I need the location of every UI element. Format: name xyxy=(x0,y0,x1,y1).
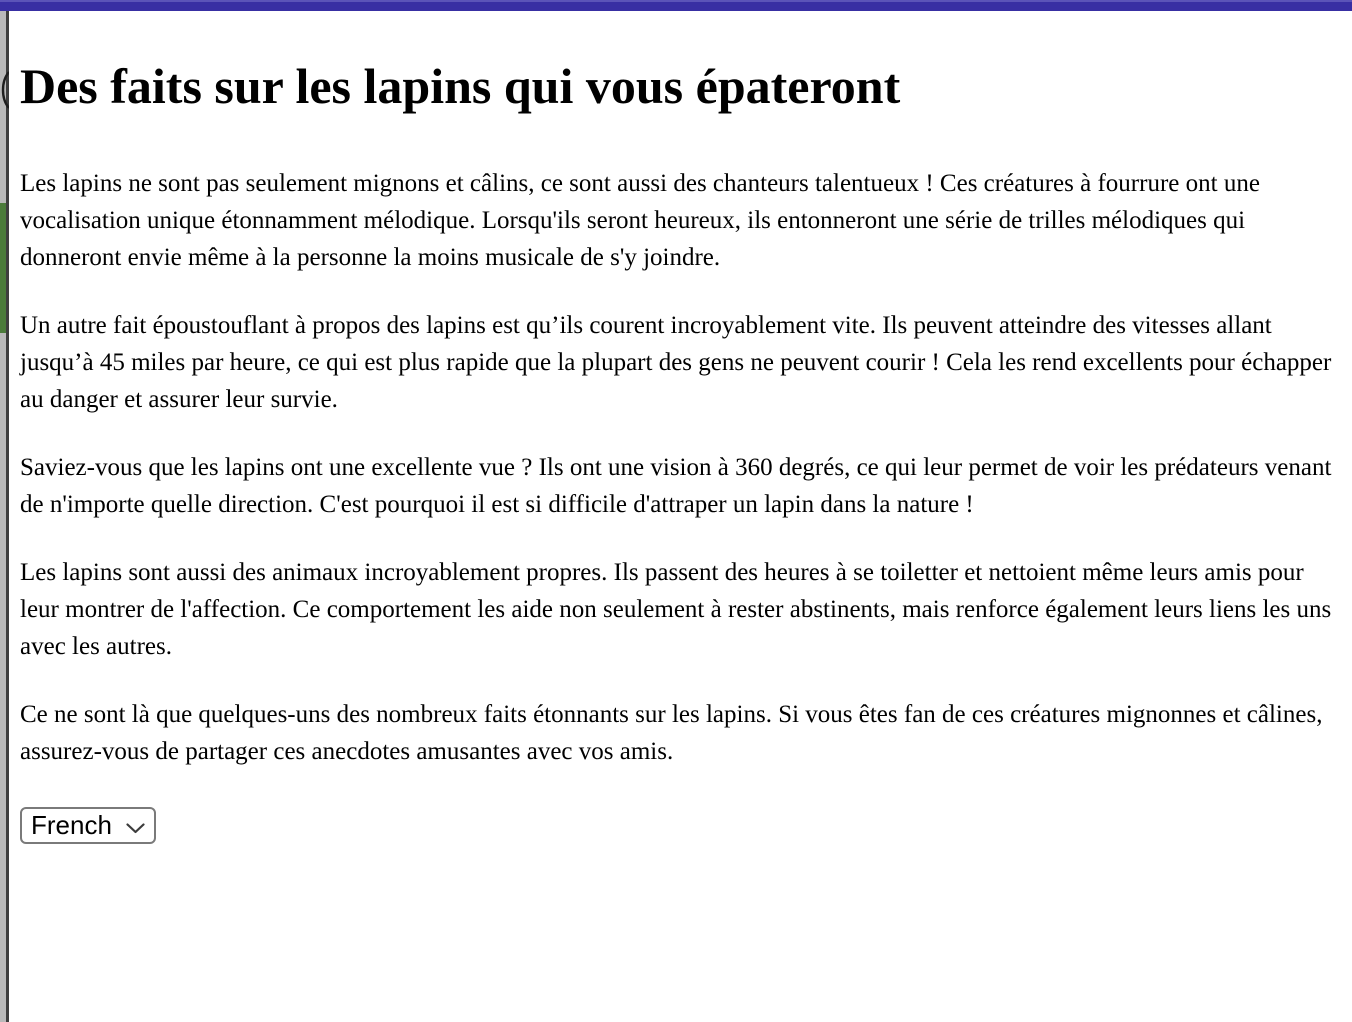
window-left-edge xyxy=(0,11,9,1022)
paragraph-grooming: Les lapins sont aussi des animaux incroyablement propres. Ils passent des heures à se toiletter et nettoient même leurs amis pour leur montrer de l'affection. Ce comportement les aide non seulement à rester abstinents, mais renforce également leurs liens les uns avec les autres. xyxy=(20,559,1332,660)
document-content xyxy=(12,57,1352,844)
paragraph-closing: Ce ne sont là que quelques-uns des nombreux faits étonnants sur les lapins. Si vous êtes fan de ces créatures mignonnes et câlines, assurez-vous de partager ces anecdotes amusantes avec vos amis. xyxy=(20,701,1323,765)
clipped-arc-icon xyxy=(0,70,9,110)
page-title: Des faits sur les lapins qui vous épateront xyxy=(20,58,901,114)
window-top-bar xyxy=(0,0,1352,11)
left-edge-green-segment xyxy=(0,203,6,333)
language-select[interactable] xyxy=(20,807,156,844)
paragraph-vision: Saviez-vous que les lapins ont une excellente vue ? Ils ont une vision à 360 degrés, ce qui leur permet de voir les prédateurs venant de n'importe quelle direction. C'est pourquoi il est si difficile d'attraper un lapin dans la nature ! xyxy=(20,454,1332,518)
language-select-wrap xyxy=(20,807,156,844)
paragraph-speed: Un autre fait époustouflant à propos des lapins est qu’ils courent incroyablement vite. Ils peuvent atteindre des vitesses allant jusqu’à 45 miles par heure, ce qui est plus rapide que la plupart des gens ne peuvent courir ! Cela les rend excellents pour échapper au danger et assurer leur survie. xyxy=(20,312,1332,413)
paragraph-singing: Les lapins ne sont pas seulement mignons et câlins, ce sont aussi des chanteurs talentueux ! Ces créatures à fourrure ont une vocalisation unique étonnamment mélodique. Lorsqu'ils seront heureux, ils entonneront une série de trilles mélodiques qui donneront envie même à la personne la moins musicale de s'y joindre. xyxy=(20,170,1260,271)
